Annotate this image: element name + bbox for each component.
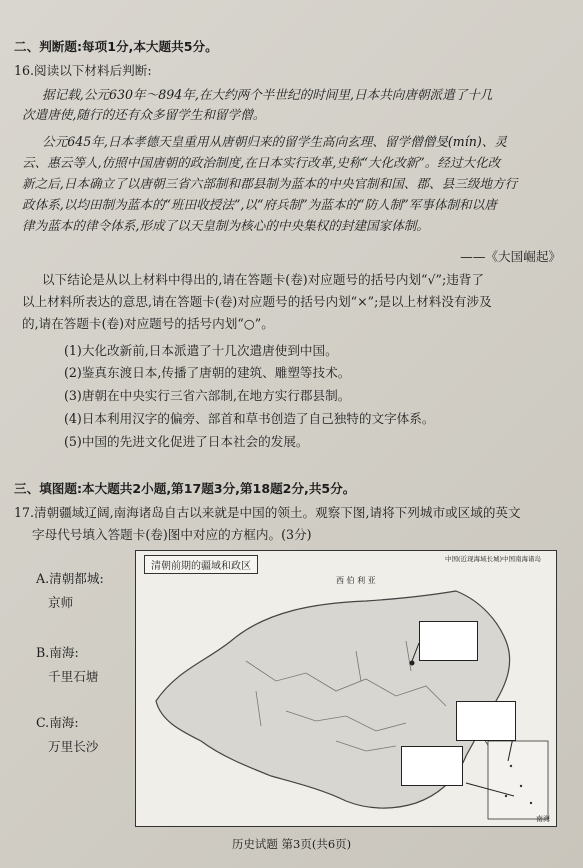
section-2-heading: 二、判断题:每项1分,本大题共5分。 xyxy=(14,39,218,54)
option-b-label: B.南海: xyxy=(36,645,79,660)
option-a-value: 京师 xyxy=(48,595,74,610)
judgement-item-2: (2)鉴真东渡日本,传播了唐朝的建筑、雕塑等技术。 xyxy=(64,365,351,380)
option-c-value: 万里长沙 xyxy=(48,739,99,754)
instructions-line2: 以上材料所表达的意思,请在答题卡(卷)对应题号的括号内划“×”;是以上材料没有涉及 xyxy=(22,294,492,309)
material-source: ——《大国崛起》 xyxy=(460,249,561,264)
material-para2-line4: 政体系,以均田制为蓝本的“班田收授法”,以“府兵制”为蓝本的“防人制”军事体制和以唐 xyxy=(22,197,497,212)
question-17-line2: 字母代号填入答题卡(卷)图中对应的方框内。(3分) xyxy=(32,527,312,542)
island-dot xyxy=(530,802,532,804)
material-para2-line3: 新之后,日本确立了以唐朝三省六部制和郡县制为蓝本的中央官制和国、郡、县三级地方行 xyxy=(22,176,518,191)
map-inset-title: 中国(近现海域长城)中国南海诸岛 xyxy=(444,555,542,563)
judgement-item-3: (3)唐朝在中央实行三省六部制,在地方实行郡县制。 xyxy=(64,388,351,403)
material-para2-line5: 律为蓝本的律令体系,形成了以天皇制为核心的中央集权的封建国家体制。 xyxy=(22,218,430,233)
instructions-line3: 的,请在答题卡(卷)对应题号的括号内划“○”。 xyxy=(22,316,274,331)
capital-marker xyxy=(410,661,415,666)
material-para2-line1: 公元645年,日本孝德天皇重用从唐朝归来的留学生高向玄理、留学僧僧旻(mín)、灵 xyxy=(42,134,507,149)
judgement-item-5: (5)中国的先进文化促进了日本社会的发展。 xyxy=(64,434,309,449)
island-dot xyxy=(510,765,512,767)
question-16-stem: 16.阅读以下材料后判断: xyxy=(14,63,152,78)
island-dot xyxy=(505,795,507,797)
qing-territory-map xyxy=(135,550,557,827)
material-para1-line2: 次遣唐使,随行的还有众多留学生和留学僧。 xyxy=(22,107,266,122)
option-c-label: C.南海: xyxy=(36,715,79,730)
page-footer: 历史试题 第3页(共6页) xyxy=(231,837,352,851)
south-sea-label: 南海 xyxy=(536,815,550,823)
answer-box-c[interactable] xyxy=(401,746,463,786)
option-a-label: A.清朝都城: xyxy=(36,571,104,586)
answer-box-a[interactable] xyxy=(419,621,478,661)
option-b-value: 千里石塘 xyxy=(48,669,99,684)
island-dot xyxy=(520,785,522,787)
material-para2-line2: 云、惠云等人,仿照中国唐朝的政治制度,在日本实行改革,史称“大化改新”。经过大化改 xyxy=(22,155,501,170)
south-sea-inset xyxy=(488,741,548,819)
map-region-label: 西 伯 利 亚 xyxy=(336,576,376,585)
instructions-line1: 以下结论是从以上材料中得出的,请在答题卡(卷)对应题号的括号内划“√”;违背了 xyxy=(42,272,484,287)
judgement-item-1: (1)大化改新前,日本派遣了十几次遣唐使到中国。 xyxy=(64,343,338,358)
judgement-item-4: (4)日本利用汉字的偏旁、部首和草书创造了自己独特的文字体系。 xyxy=(64,411,435,426)
section-3-heading: 三、填图题:本大题共2小题,第17题3分,第18题2分,共5分。 xyxy=(14,481,356,496)
map-drawing xyxy=(136,551,556,826)
map-title: 清朝前期的疆域和政区 xyxy=(144,555,258,574)
material-para1-line1: 据记载,公元630年～894年,在大约两个半世纪的时间里,日本共向唐朝派遣了十几 xyxy=(42,87,493,102)
question-17-line1: 17.清朝疆域辽阔,南海诸岛自古以来就是中国的领土。观察下图,请将下列城市或区域的英文 xyxy=(14,505,521,520)
answer-box-b[interactable] xyxy=(456,701,516,741)
